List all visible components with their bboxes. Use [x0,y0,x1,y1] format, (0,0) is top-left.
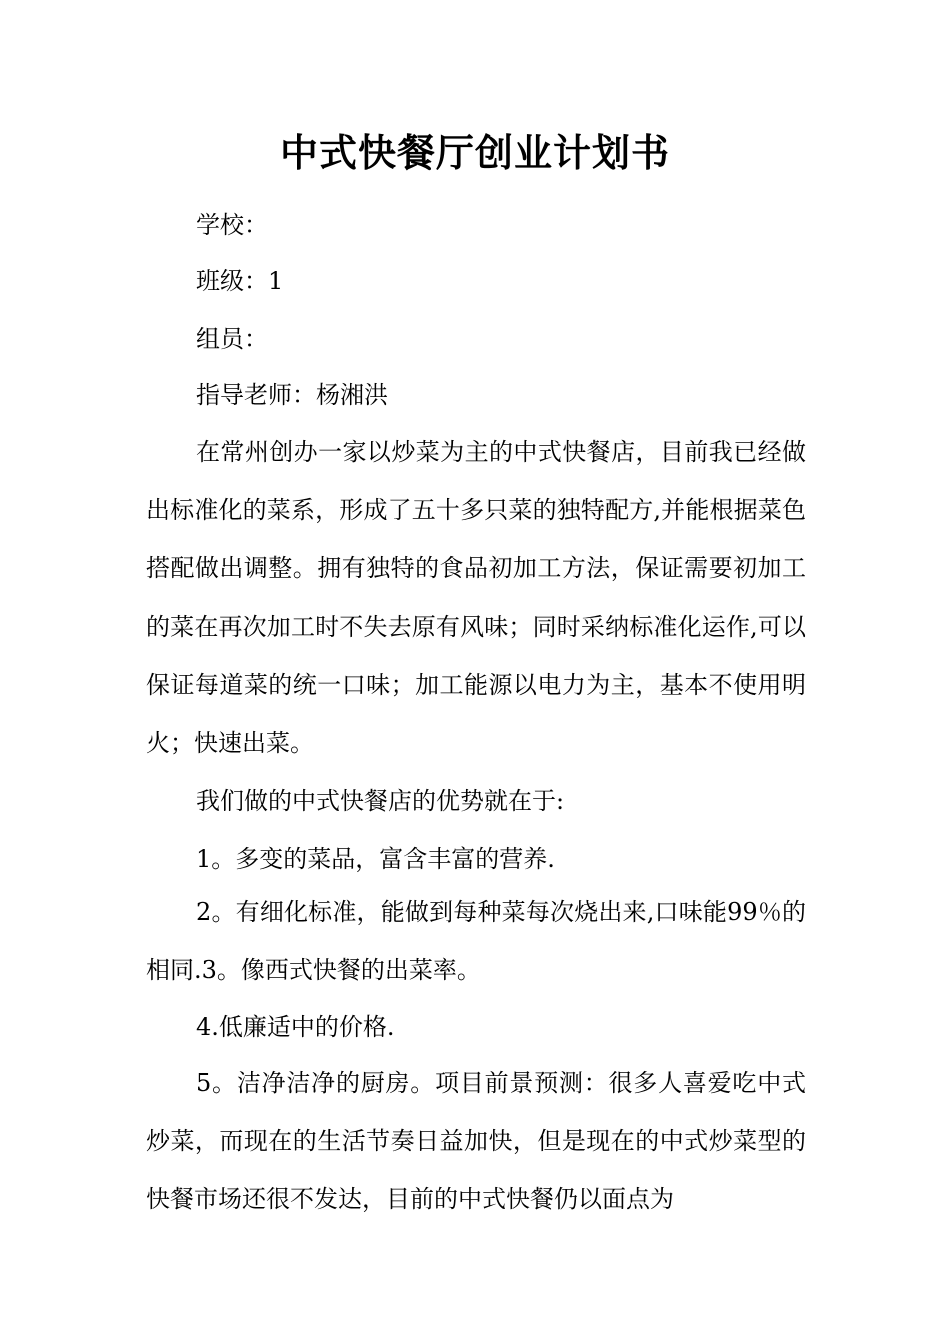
advantage-item-5-and-outlook: 5。洁净洁净的厨房。项目前景预测：很多人喜爱吃中式炒菜，而现在的生活节奏日益加快，但是现在的中式炒菜型的快餐市场还很不发达，目前的中式快餐仍以面点为 [146,1069,806,1214]
intro-paragraph: 在常州创办一家以炒菜为主的中式快餐店，目前我已经做出标准化的菜系，形成了五十多只菜的独特配方,并能根据菜色搭配做出调整。拥有独特的食品初加工方法，保证需要初加工的菜在再次加工时不失去原有风味；同时采纳标准化运作,可以保证每道菜的统一口味；加工能源以电力为主，基本不使用明火；快速出菜。 [146,438,806,758]
document-title: 中式快餐厅创业计划书 [279,131,670,175]
advantage-item-2-3: 2。有细化标准，能做到每种菜每次烧出来,口味能99％的相同.3。像西式快餐的出菜率。 [146,898,806,985]
advantage-item-1: 1。多变的菜品，富含丰富的营养. [196,845,555,873]
advantage-item-4: 4.低廉适中的价格. [196,1013,395,1041]
school-field: 学校： [196,211,268,239]
class-field: 班级：1 [196,267,284,295]
members-field: 组员： [196,325,268,353]
advantages-heading: 我们做的中式快餐店的优势就在于: [196,787,565,815]
advisor-field: 指导老师：杨湘洪 [196,381,388,409]
